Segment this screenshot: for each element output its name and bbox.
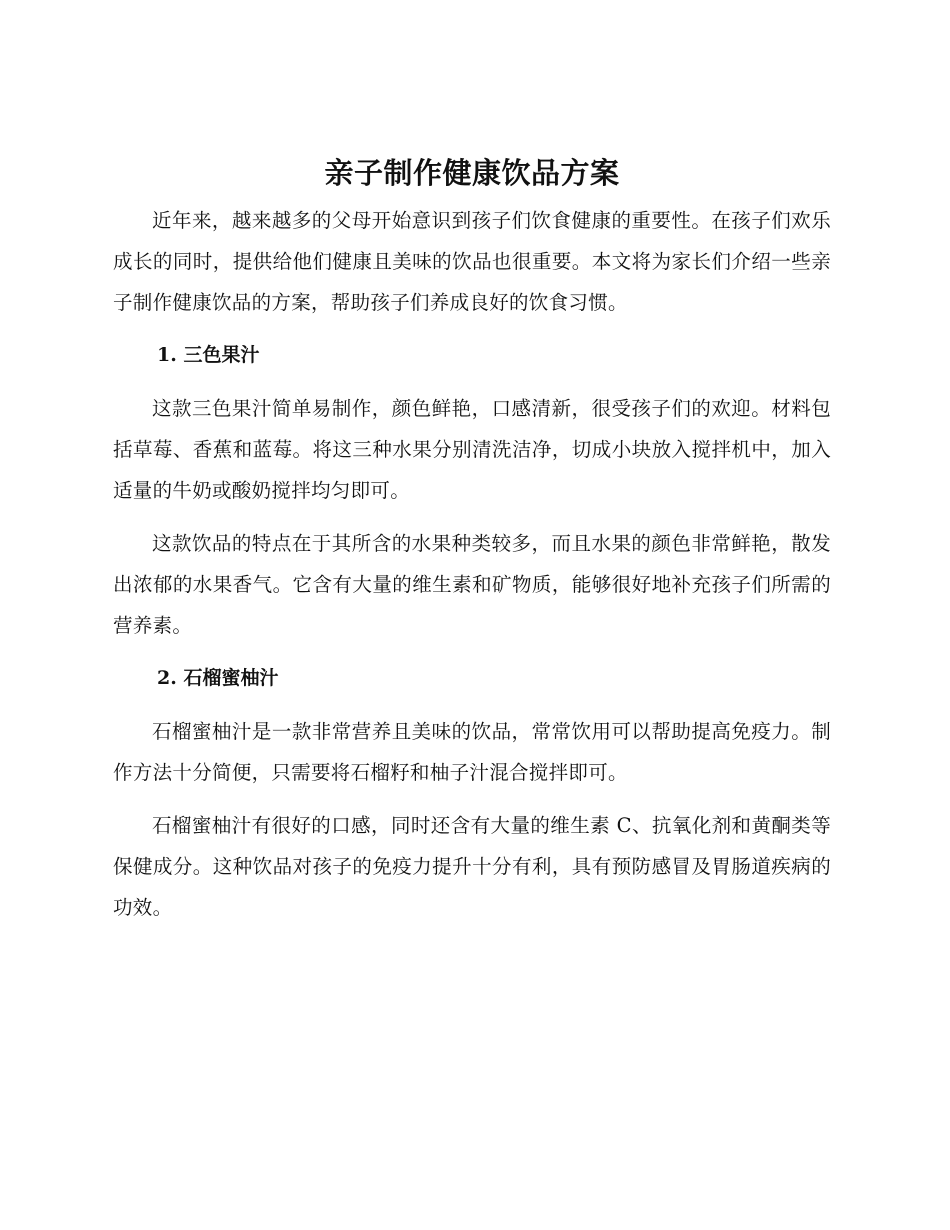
spacer: [113, 511, 831, 523]
spacer: [113, 699, 831, 711]
spacer: [113, 793, 831, 805]
section-heading-1: 1. 三色果汁: [157, 344, 260, 366]
spacer: [113, 323, 831, 335]
section-1-paragraph-1: 这款三色果汁简单易制作，颜色鲜艳，口感清新，很受孩子们的欢迎。材料包括草莓、香蕉和蓝莓。将这三种水果分别清洗洁净，切成小块放入搅拌机中，加入适量的牛奶或酸奶搅拌均匀即可。: [113, 397, 831, 502]
document-page: [113, 150, 831, 928]
section-heading-2: 2. 石榴蜜柚汁: [157, 667, 279, 689]
section-2-paragraph-2: 石榴蜜柚汁有很好的口感，同时还含有大量的维生素 C、抗氧化剂和黄酮类等保健成分。这种饮品对孩子的免疫力提升十分有利，具有预防感冒及胃肠道疾病的功效。: [113, 814, 831, 919]
intro-paragraph: 近年来，越来越多的父母开始意识到孩子们饮食健康的重要性。在孩子们欢乐成长的同时，提供给他们健康且美味的饮品也很重要。本文将为家长们介绍一些亲子制作健康饮品的方案，帮助孩子们养成良好的饮食习惯。: [113, 209, 831, 314]
section-2-paragraph-1: 石榴蜜柚汁是一款非常营养且美味的饮品，常常饮用可以帮助提高免疫力。制作方法十分简便，只需要将石榴籽和柚子汁混合搅拌即可。: [113, 720, 831, 784]
section-1-paragraph-2: 这款饮品的特点在于其所含的水果种类较多，而且水果的颜色非常鲜艳，散发出浓郁的水果香气。它含有大量的维生素和矿物质，能够很好地补充孩子们所需的营养素。: [113, 532, 831, 637]
spacer: [113, 646, 831, 658]
spacer: [113, 376, 831, 388]
page-title: 亲子制作健康饮品方案: [324, 156, 620, 190]
